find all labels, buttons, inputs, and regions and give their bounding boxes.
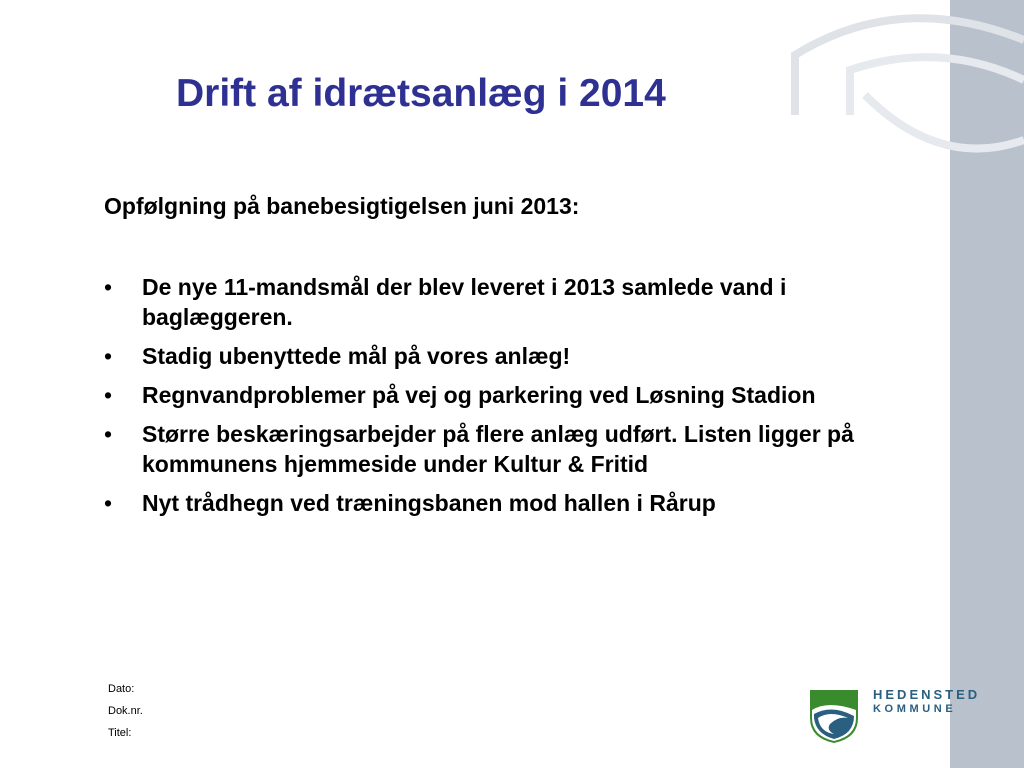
dato-label: Dato: <box>108 683 135 695</box>
bullet-text: De nye 11-mandsmål der blev leveret i 2013 samlede vand i baglæggeren. <box>142 274 787 330</box>
bullet-text: Stadig ubenyttede mål på vores anlæg! <box>142 343 571 369</box>
bullet-text: Nyt trådhegn ved træningsbanen mod hallen i Rårup <box>142 490 716 516</box>
bullet-item <box>100 341 870 371</box>
bullet-marker: • <box>104 490 113 516</box>
slide-title: Drift af idrætsanlæg i 2014 <box>176 72 666 115</box>
logo-line2: KOMMUNE <box>873 703 957 715</box>
intro-text: Opfølgning på banebesigtigelsen juni 2013: <box>104 193 580 219</box>
footer-meta <box>108 678 143 744</box>
titel-label: Titel: <box>108 727 132 739</box>
bullet-text: Regnvandproblemer på vej og parkering ved Løsning Stadion <box>142 382 816 408</box>
hedensted-shield-icon <box>808 688 860 744</box>
doknr-label: Dok.nr. <box>108 705 143 717</box>
bullet-list <box>100 272 870 527</box>
logo-line1: HEDENSTED <box>873 687 981 702</box>
bullet-marker: • <box>104 421 113 447</box>
logo-wordmark <box>873 688 980 716</box>
bullet-text: Større beskæringsarbejder på flere anlæg udført. Listen ligger på kommunens hjemmeside under Kultur & Fritid <box>142 421 854 477</box>
bullet-item <box>100 380 870 410</box>
bullet-marker: • <box>104 343 113 369</box>
bullet-item <box>100 419 870 479</box>
bullet-item <box>100 488 870 518</box>
bullet-item <box>100 272 870 332</box>
watermark-logo-icon <box>790 0 1024 170</box>
bullet-marker: • <box>104 274 113 300</box>
bullet-marker: • <box>104 382 113 408</box>
